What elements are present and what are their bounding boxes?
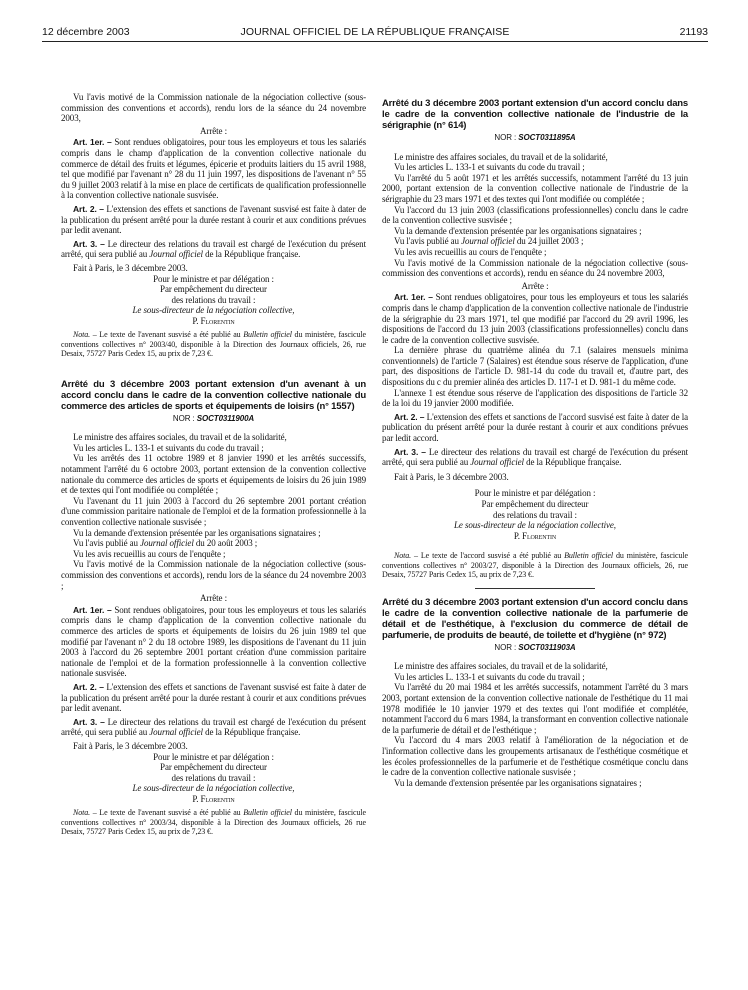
article-label: Art. 3. – — [73, 238, 105, 249]
section-separator — [475, 588, 595, 589]
paragraph: La dernière phrase du quatrième alinéa du 7.1 (salaires mensuels minima conventionnels) de l'article 7 (Salaires) est étendue sous réserve de l'application, d'une part, des dispositions de l'article D. 981-14 du code du travail et, d'autre part, des dispositions du c du premier alinéa des articles D. 117-1 et D. 981-1 du même code. — [382, 345, 688, 388]
signatory-name: P. Florentin — [192, 793, 235, 804]
article-3: Art. 3. – Le directeur des relations du travail est chargé de l'exécution du présent arrêté, qui sera publié au Journal officiel de la République française. — [382, 446, 688, 468]
paragraph: Vu l'arrêté du 5 août 1971 et les arrêtés successifs, notamment l'arrêté du 13 juin 2000, portant extension de la convention collective nationale de l'industrie de la sérigraphie du 23 mars 1971 et des textes qui l'ont modifiée ou complétée ; — [382, 172, 688, 204]
paragraph: Vu l'avis motivé de la Commission nationale de la négociation collective (sous-commission des conventions et accords), rendu lors de la séance du 24 novembre 2003 ; — [61, 559, 366, 591]
paragraph: Le ministre des affaires sociales, du travail et de la solidarité, — [73, 432, 287, 443]
journal-title: JOURNAL OFFICIEL DE LA RÉPUBLIQUE FRANÇAISE — [240, 26, 510, 38]
paragraph: Le ministre des affaires sociales, du travail et de la solidarité, — [394, 151, 608, 162]
paragraph: Vu l'accord du 4 mars 2003 relatif à l'amélioration de la négociation et de l'information collective dans les groupements artisanaux de l'esthétique cosmétique et les écoles professionnelles de la parfumerie et de l'esthétique cosmétique conclu dans le cadre de la convention collective nationale susvisée ; — [382, 735, 688, 778]
article-label: Art. 3. – — [394, 446, 426, 457]
signatory-name: P. Florentin — [513, 530, 557, 541]
nota: Nota. – Le texte de l'accord susvisé a été publié au Bulletin officiel du ministère, fascicule conventions collectives n° 2003/27, disponible à la Direction des Journaux officiels, 26, rue Desaix, 75727 Paris Cedex 15, au prix de 7,23 €. — [382, 551, 688, 580]
paragraph: Vu l'avis publié au Journal officiel du 20 août 2003 ; — [73, 538, 258, 549]
nor-reference: NOR : SOCT0311895A — [494, 133, 576, 142]
paragraph: Vu les avis recueillis au cours de l'enquête ; — [394, 246, 547, 257]
arrete-heading: Arrête : — [200, 593, 227, 604]
paragraph: Vu les avis recueillis au cours de l'enquête ; — [73, 548, 226, 559]
decree-title: Arrêté du 3 décembre 2003 portant extension d'un accord conclu dans le cadre de la convention collective nationale de l'industrie de la sérigraphie (n° 614) — [382, 98, 688, 131]
header-rule — [42, 41, 708, 42]
arrete-heading: Arrête : — [521, 280, 549, 291]
fait-a-paris: Fait à Paris, le 3 décembre 2003. — [73, 262, 188, 273]
article-label: Art. 2. – — [73, 681, 104, 692]
article-label: Art. 3. – — [73, 716, 105, 727]
fait-a-paris: Fait à Paris, le 3 décembre 2003. — [73, 740, 188, 751]
paragraph: L'annexe 1 est étendue sous réserve de l'application des dispositions de l'article 32 de la loi du 19 janvier 2000 modifiée. — [382, 387, 688, 409]
paragraph: Vu la demande d'extension présentée par les organisations signataires ; — [394, 777, 642, 788]
article-1: Art. 1er. – Sont rendues obligatoires, pour tous les employeurs et tous les salariés compris dans le champ d'application de la convention collective nationale de l'industrie de la sérigraphie du 23 mars 1971, tel que modifié par l'accord du 29 avril 1996, les dispositions de l'accord du 13 juin 2003 (classifications professionnelles) conclu dans le cadre de la convention collective susvisée. — [382, 292, 688, 345]
right-column — [382, 98, 688, 788]
decree-title: Arrêté du 3 décembre 2003 portant extension d'un accord conclu dans le cadre de la convention collective nationale de la parfumerie de détail et de l'esthétique, à l'exclusion du commerce de détail de parfumerie, de produits de beauté, de toilette et d'hygiène (n° 972) — [382, 596, 688, 641]
header-date: 12 décembre 2003 — [42, 26, 130, 38]
nota: Nota. – Le texte de l'avenant susvisé a été publié au Bulletin officiel du ministère, fascicule conventions collectives n° 2003/40, disponible à la Direction des Journaux officiels, 26, rue Desaix, 75727 Paris Cedex 15, au prix de 7,23 €. — [61, 330, 366, 359]
page-number: 21193 — [679, 26, 708, 38]
nor-reference: NOR : SOCT0311903A — [494, 642, 576, 652]
article-label: Art. 2. – — [394, 411, 425, 422]
article-label: Art. 1er. – — [73, 604, 112, 615]
fait-a-paris: Fait à Paris, le 3 décembre 2003. — [394, 471, 509, 482]
paragraph: Vu les articles L. 133-1 et suivants du code du travail ; — [394, 671, 585, 682]
paragraph: Vu l'avis motivé de la Commission nationale de la négociation collective (sous-commission des conventions et accords), rendu en séance du 24 novembre 2003, — [382, 257, 688, 279]
article-1: Art. 1er. – Sont rendues obligatoires, pour tous les employeurs et tous les salariés compris dans le champ d'application de la convention collective nationale du commerce de détail des fruits et légumes, épicerie et produits laitiers du 15 avril 1988, tel que modifié par l'avenant n° 28 du 11 juin 1997, les dispositions de l'avenant n° 55 du 9 juillet 2003 relatif à la mise en place de certificats de qualification professionnelle à la convention collective nationale susvisée. — [61, 137, 366, 201]
article-2: Art. 2. – L'extension des effets et sanctions de l'accord susvisé est faite à dater de la publication du présent arrêté pour la durée restant à courir et aux conditions prévues par ledit accord. — [382, 411, 688, 444]
article-label: Art. 1er. – — [394, 292, 433, 303]
article-label: Art. 1er. – — [73, 137, 112, 148]
article-2: Art. 2. – L'extension des effets et sanctions de l'avenant susvisé est faite à dater de la publication du présent arrêté pour la durée restant à courir et aux conditions prévues par ledit avenant. — [61, 681, 366, 714]
arrete-heading: Arrête : — [200, 125, 227, 136]
paragraph: Vu l'arrêté du 20 mai 1984 et les arrêtés successifs, notamment l'arrêté du 3 mars 2003, portant extension de la convention collective nationale de l'esthétique du 11 mai 1978 modifiée le 10 janvier 1979 et des textes qui l'ont modifiée et complétée, notamment l'accord du 6 mars 1984, la transformant en convention collective nationale de la parfumerie de détail et de l'esthétique ; — [382, 682, 688, 735]
paragraph: Vu l'avenant du 11 juin 2003 à l'accord du 26 septembre 2001 portant création d'une commission paritaire nationale de l'emploi et de la formation professionnelle à la convention collective nationale susvisée ; — [61, 495, 366, 528]
paragraph: Vu la demande d'extension présentée par les organisations signataires ; — [73, 527, 321, 538]
signature-block: Pour le ministre et par délégation : Par empêchement du directeur des relations du travail : Le sous-directeur de la négociation collective, P. Florentin — [61, 752, 366, 805]
paragraph: Vu la demande d'extension présentée par les organisations signataires ; — [394, 225, 642, 236]
paragraph: Vu les articles L. 133-1 et suivants du code du travail ; — [394, 162, 585, 173]
paragraph: Vu l'avis motivé de la Commission nationale de la négociation collective (sous-commission des conventions et accords), rendu lors de la séance du 24 novembre 2003, — [61, 92, 366, 124]
article-3: Art. 3. – Le directeur des relations du travail est chargé de l'exécution du présent arrêté, qui sera publié au Journal officiel de la République française. — [61, 238, 366, 260]
paragraph: Vu l'accord du 13 juin 2003 (classifications professionnelles) conclu dans le cadre de la convention collective susvisée ; — [382, 204, 688, 226]
paragraph: Vu les arrêtés des 11 octobre 1989 et 8 janvier 1990 et les arrêtés successifs, notamment l'arrêté du 6 octobre 2003, portant extension de la convention collective nationale du commerce des articles de sports et équipements de loisirs du 26 juin 1989 et de textes qui l'ont modifiée ou complétée ; — [61, 453, 366, 496]
signature-block: Pour le ministre et par délégation : Par empêchement du directeur des relations du travail : Le sous-directeur de la négociation collective, P. Florentin — [382, 488, 688, 541]
signatory-name: P. Florentin — [192, 315, 235, 326]
article-label: Art. 2. – — [73, 203, 104, 214]
signature-block: Pour le ministre et par délégation : Par empêchement du directeur des relations du travail : Le sous-directeur de la négociation collective, P. Florentin — [61, 274, 366, 327]
article-1: Art. 1er. – Sont rendues obligatoires, pour tous les employeurs et tous les salariés compris dans le champ d'application de la convention collective nationale du commerce des articles de sports et équipements de loisirs du 26 juin 1989 tel que modifié par l'avenant n° 2 du 18 octobre 1989, les dispositions de l'avenant du 11 juin 2003 à l'accord du 26 septembre 2001 portant création d'une commission paritaire nationale de l'emploi et de la formation professionnelle à la convention collective nationale susvisée. — [61, 604, 366, 679]
paragraph: Vu l'avis publié au Journal officiel du 24 juillet 2003 ; — [394, 236, 584, 247]
nota: Nota. – Le texte de l'avenant susvisé a été publié au Bulletin officiel du ministère, fascicule conventions collectives n° 2003/34, disponible à la Direction des Journaux officiels, 26 rue Desaix, 75727 Paris Cedex 15, au prix de 7,23 €. — [61, 808, 366, 837]
paragraph: Vu les articles L. 133-1 et suivants du code du travail ; — [73, 442, 264, 453]
left-column — [61, 92, 366, 845]
page-header — [42, 24, 708, 40]
decree-title: Arrêté du 3 décembre 2003 portant extension d'un avenant à un accord conclu dans le cadre de la convention collective nationale du commerce des articles de sports et équipements de loisirs (n° 1557) — [61, 378, 366, 412]
article-2: Art. 2. – L'extension des effets et sanctions de l'avenant susvisé est faite à dater de la publication du présent arrêté pour la durée restant à courir et aux conditions prévues par ledit avenant. — [61, 203, 366, 236]
nor-reference: NOR : SOCT0311900A — [172, 413, 255, 423]
paragraph: Le ministre des affaires sociales, du travail et de la solidarité, — [394, 661, 608, 672]
article-3: Art. 3. – Le directeur des relations du travail est chargé de l'exécution du présent arrêté, qui sera publié au Journal officiel de la République française. — [61, 716, 366, 738]
